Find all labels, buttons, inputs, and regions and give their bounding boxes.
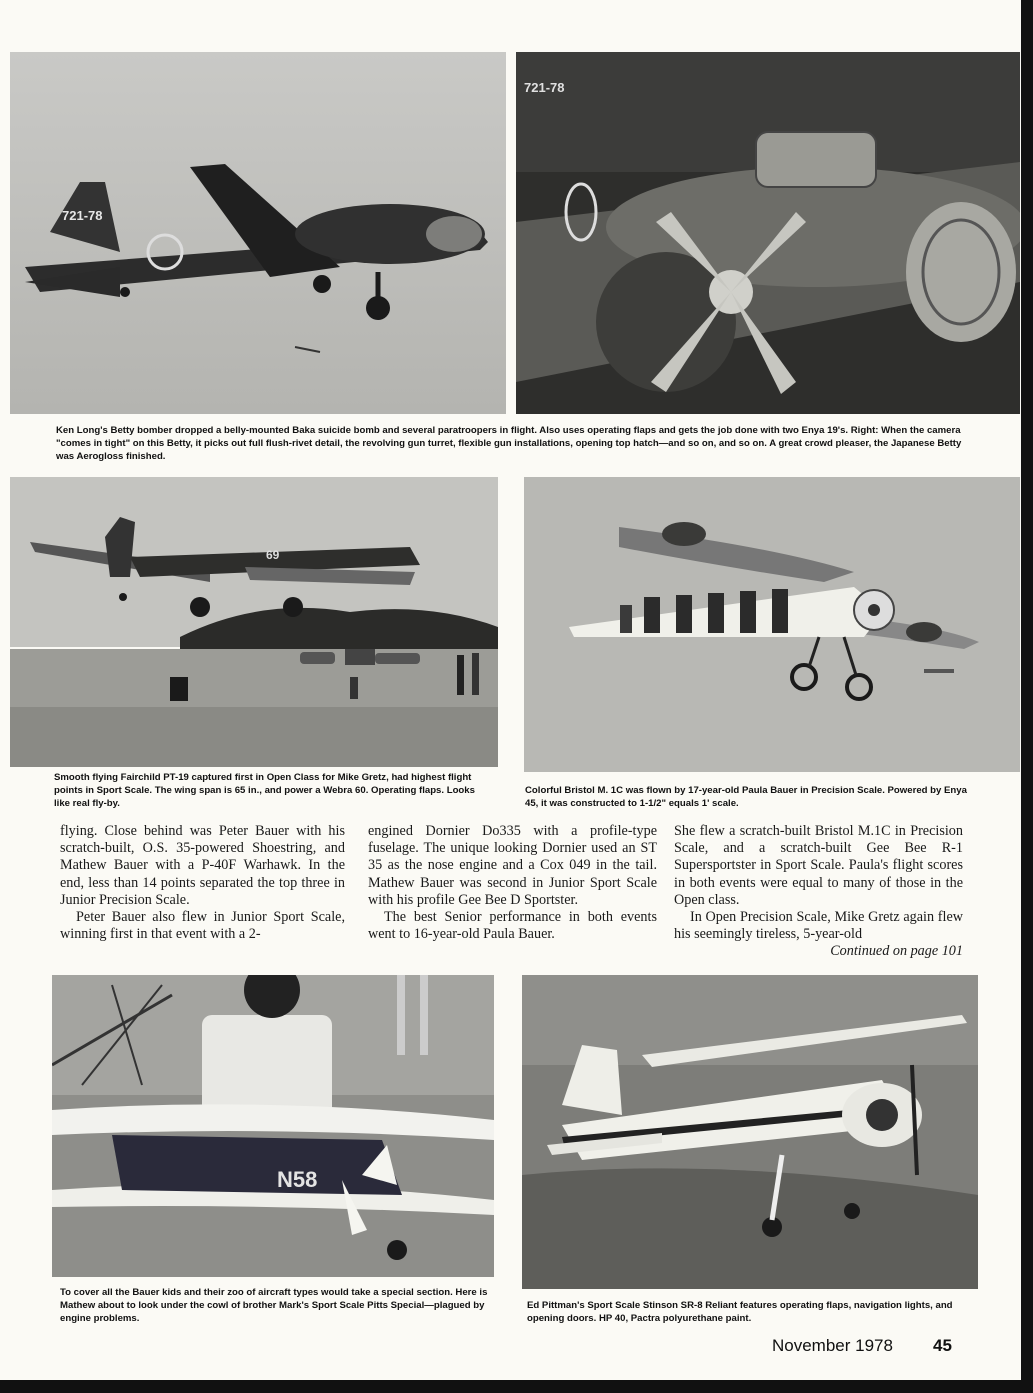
photo-stinson (522, 975, 978, 1289)
continued-note: Continued on page 101 (830, 943, 963, 960)
article-col1-paragraph-2: Peter Bauer also flew in Junior Sport Scale, winning first in that event with a 2- (60, 909, 345, 943)
article-column-1 (60, 823, 345, 943)
pitts-illustration (52, 975, 494, 1277)
bristol-illustration (524, 477, 1020, 772)
article-col3-paragraph-2: In Open Precision Scale, Mike Gretz again flew his seemingly tireless, 5-year-old (674, 909, 963, 943)
photo-bristol (524, 477, 1020, 772)
photo-pitts (52, 975, 494, 1277)
photo-betty-flight (10, 52, 506, 414)
article-col3-paragraph-1: She flew a scratch-built Bristol M.1C in Precision Scale, and a scratch-built Gee Bee R-1 Supersportster in Sport Scale. Paula's flight scores in both events were equal to many of those in the Open class. (674, 823, 963, 908)
caption-pitts: To cover all the Bauer kids and their zoo of aircraft types would take a special section. Here is Mathew about to look under the cowl of brother Mark's Sport Scale Pitts Special—plagued by engine problems. (60, 1287, 488, 1324)
betty-closeup-marking: 721-78 (524, 80, 565, 95)
betty-closeup-illustration (516, 52, 1020, 414)
article-column-2 (368, 823, 657, 943)
caption-pt19: Smooth flying Fairchild PT-19 captured first in Open Class for Mike Gretz, had highest flight points in Sport Scale. The wing span is 65 in., and power a Webra 60. Operating flaps. Looks like real fly-by. (54, 772, 475, 809)
scan-border-bottom (0, 1380, 1033, 1393)
betty-flight-marking: 721-78 (62, 208, 103, 223)
pitts-marking: N58 (277, 1167, 318, 1192)
article-col2-paragraph-1: engined Dornier Do335 with a profile-type fuselage. The unique looking Dornier used an ST 35 as the nose engine and a Cox 049 in the tail. Mathew Bauer was second in Junior Sport Scale with his profile Gee Bee D Sportster. (368, 823, 657, 908)
article-col1-paragraph-1: flying. Close behind was Peter Bauer with his scratch-built, O.S. 35-powered Shoestring, and Mathew Bauer with a P-40F Warhawk. In the end, less than 14 points separated the top three in Junior Precision Scale. (60, 823, 345, 908)
caption-stinson: Ed Pittman's Sport Scale Stinson SR-8 Reliant features operating flaps, navigation lights, and opening doors. HP 40, Pactra polyurethane paint. (527, 1300, 953, 1324)
scan-border-right (1021, 0, 1033, 1393)
stinson-illustration (522, 975, 978, 1289)
betty-flight-illustration (10, 52, 506, 414)
caption-betty: Ken Long's Betty bomber dropped a belly-mounted Baka suicide bomb and several paratroopers in flight. Also uses operating flaps and gets the job done with two Enya 19's. Right: When the camera "comes in tight" on this Betty, it picks out full flush-rivet detail, the revolving gun turret, flexible gun installations, opening top hatch—and so on, and so on. A great crowd pleaser, the Japanese Betty was Aerogloss finished. (56, 425, 962, 462)
issue-date: November 1978 (772, 1336, 893, 1355)
photo-pt19 (10, 477, 498, 767)
photo-betty-closeup (516, 52, 1020, 414)
article-column-3 (674, 823, 963, 961)
pt19-marking: 69 (266, 548, 280, 562)
caption-bristol: Colorful Bristol M. 1C was flown by 17-year-old Paula Bauer in Precision Scale. Powered by Enya 45, it was constructed to 1-1/2" equals 1' scale. (525, 785, 967, 809)
pt19-illustration (10, 477, 498, 767)
page-number: 45 (933, 1336, 952, 1355)
article-col2-paragraph-2: The best Senior performance in both events went to 16-year-old Paula Bauer. (368, 909, 657, 943)
